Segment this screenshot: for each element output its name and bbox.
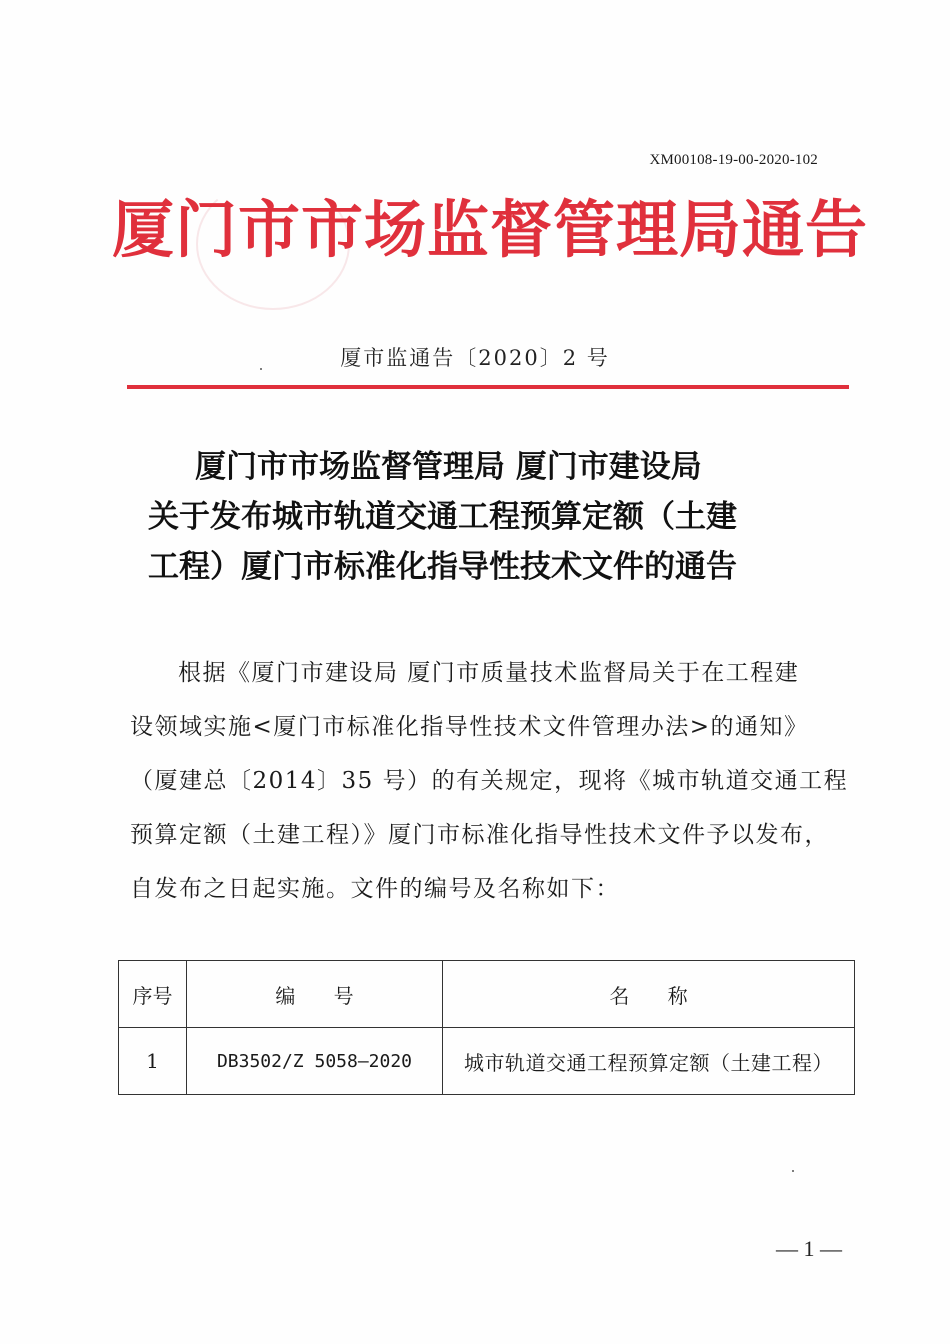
body-line: 自发布之日起实施。文件的编号及名称如下： <box>130 876 620 902</box>
notice-number: 厦市监通告〔2020〕2 号 <box>340 346 610 370</box>
body-line: 根据《厦门市建设局 厦门市质量技术监督局关于在工程建 <box>178 660 800 686</box>
body-line: （厦建总〔2014〕35 号）的有关规定，现将《城市轨道交通工程 <box>130 768 849 794</box>
table-header-row <box>119 961 855 1028</box>
title-line-1: 厦门市市场监督管理局 厦门市建设局 <box>195 449 702 485</box>
title-line-2: 关于发布城市轨道交通工程预算定额（土建 <box>148 499 737 535</box>
table-row <box>119 1028 855 1095</box>
header-name: 名 称 <box>443 961 855 1028</box>
body-line: 预算定额（土建工程）》厦门市标准化指导性技术文件予以发布， <box>130 822 829 848</box>
document-code: XM00108-19-00-2020-102 <box>649 152 818 168</box>
header-code: 编 号 <box>187 961 443 1028</box>
issuer-header-title: 厦门市市场监督管理局通告 <box>111 193 868 266</box>
row-name: 城市轨道交通工程预算定额（土建工程） <box>443 1028 855 1095</box>
row-index: 1 <box>119 1028 187 1095</box>
row-code: DB3502/Z 5058—2020 <box>187 1028 443 1095</box>
body-line: 设领域实施<厦门市标准化指导性技术文件管理办法>的通知》 <box>130 714 809 740</box>
page-number: — 1 — <box>776 1236 842 1261</box>
document-title <box>148 442 828 592</box>
title-line-3: 工程）厦门市标准化指导性技术文件的通告 <box>148 549 737 585</box>
file-list-table <box>118 960 855 1095</box>
red-divider-line <box>127 385 849 389</box>
body-paragraph <box>130 646 848 916</box>
speck-mark <box>792 1170 794 1172</box>
header-index: 序号 <box>119 961 187 1028</box>
